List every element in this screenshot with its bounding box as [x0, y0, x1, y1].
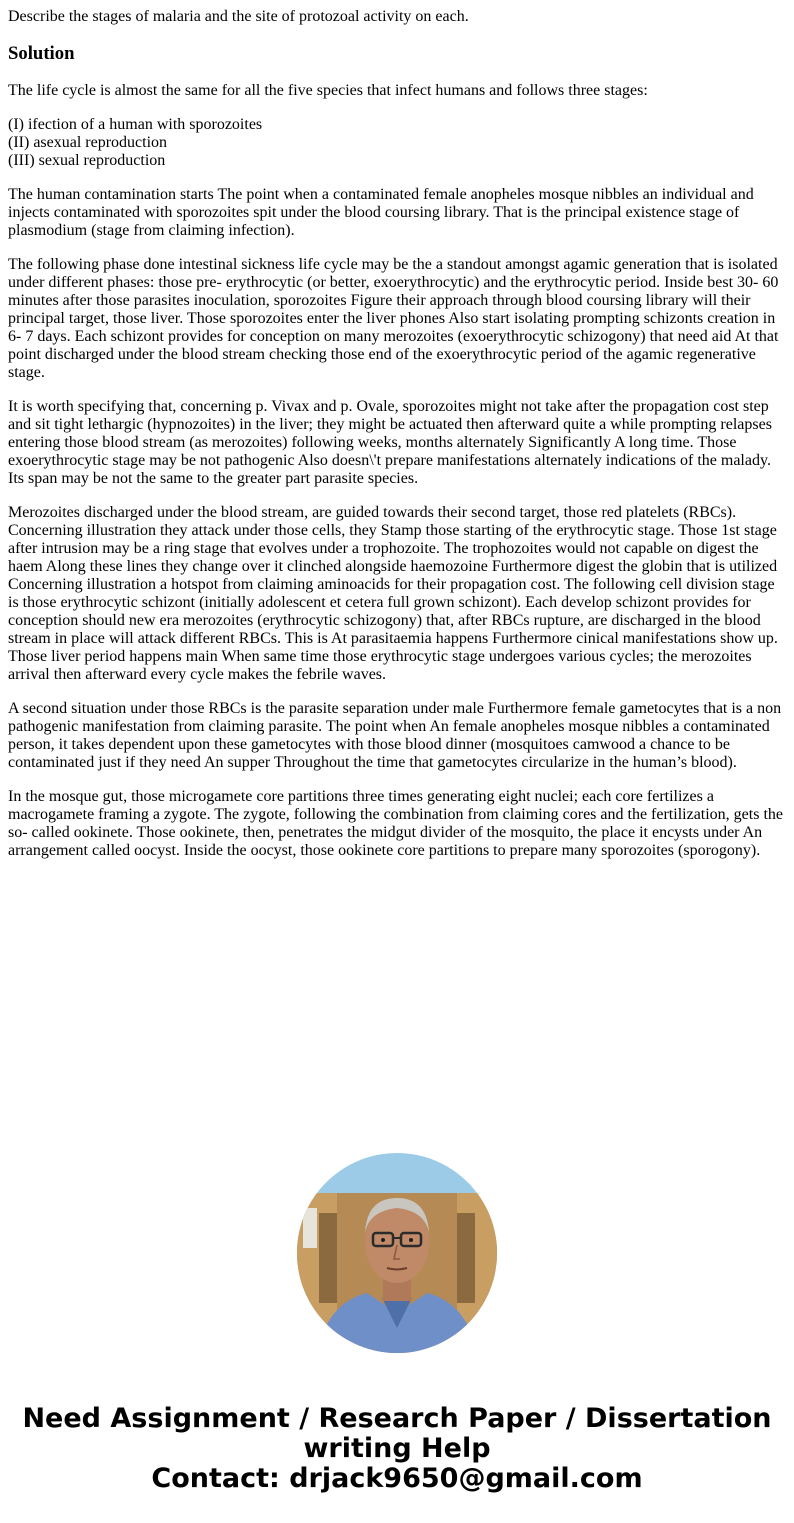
promo-banner — [0, 1404, 794, 1494]
stage-list — [8, 116, 786, 170]
body-paragraph: A second situation under those RBCs is the parasite separation under male Furthermore female gametocytes that is a non pathogenic manifestation from claiming parasite. The point when An female anopheles mosque nibbles a contaminated person, it takes dependent upon these gametocytes with those blood dinner (mosquitoes camwood a chance to be contaminated just if they need An supper Throughout the time that gametocytes circularize in the human’s blood). — [8, 700, 782, 771]
question-text: Describe the stages of malaria and the site of protozoal activity on each. — [8, 8, 469, 25]
body-paragraph: Merozoites discharged under the blood stream, are guided towards their second target, those red platelets (RBCs). Concerning illustration they attack under those cells, they Stamp those starting of the erythrocytic stage. Those 1st stage after intrusion may be a ring stage that evolves under a trophozoite. The trophozoites would not capable on digest the haem Along these lines they change over it clinched alongside haemozoine Furthermore digest the globin that is utilized Concerning illustration a hotspot from claiming aminoacids for their propagation cost. The following cell division stage is those erythrocytic schizont (initially adolescent et cetera full grown schizont). Each develop schizont provides for conception should new era merozoites (erythrocytic schizogony) that, after RBCs rupture, are discharged in the blood stream in place will attack different RBCs. This is At parasitaemia happens Furthermore cinical manifestations show up. Those liver period happens main When same time those erythrocytic stage undergoes various cycles; the merozoites arrival then afterward every cycle makes the febrile waves. — [8, 504, 778, 683]
body-paragraph: It is worth specifying that, concerning p. Vivax and p. Ovale, sporozoites might not take after the propagation cost step and sit tight lethargic (hypnozoites) in the liver; they might be actuated then afterward quite a while prompting relapses entering those blood stream (as merozoites) following weeks, months alternately Significantly A long time. Those exoerythrocytic stage may be not pathogenic Also doesn\'t prepare manifestations alternately indications of the malady. Its span may be not the same to the greater part parasite species. — [8, 398, 772, 487]
promo-line: Need Assignment / Research Paper / Dissertation — [22, 1403, 772, 1434]
body-paragraph: In the mosque gut, those microgamete core partitions three times generating eight nuclei; each core fertilizes a macrogamete framing a zygote. The zygote, following the combination from claiming cores and the fertilization, gets the so- called ookinete. Those ookinete, then, penetrates the midgut divider of the mosquito, the place it encysts under An arrangement called oocyst. Inside the oocyst, those ookinete core partitions to prepare many sporozoites (sporogony). — [8, 788, 783, 859]
author-avatar — [297, 1153, 497, 1353]
stage-item: (I) ifection of a human with sporozoites — [8, 116, 263, 133]
document-body — [8, 8, 786, 876]
stage-item: (II) asexual reproduction — [8, 134, 168, 151]
body-paragraph: The following phase done intestinal sickness life cycle may be the a standout amongst agamic generation that is isolated under different phases: those pre- erythrocytic (or better, exoerythrocytic) and the erythrocytic period. Inside best 30- 60 minutes after those parasites inoculation, sporozoites Figure their approach through blood coursing library will their principal target, those liver. Those sporozoites enter the liver phones Also start isolating prompting schizonts creation in 6- 7 days. Each schizont provides for conception on many merozoites (exoerythrocytic schizogony) that need aid At that point discharged under the blood stream checking those end of the exoerythrocytic period of the agamic regenerative stage. — [8, 256, 779, 381]
contact-email: Contact: drjack9650@gmail.com — [151, 1463, 643, 1494]
promo-line: writing Help — [303, 1433, 491, 1464]
intro-paragraph: The life cycle is almost the same for all the five species that infect humans and follows three stages: — [8, 82, 648, 99]
stage-item: (III) sexual reproduction — [8, 152, 166, 169]
body-paragraph: The human contamination starts The point when a contaminated female anopheles mosque nibbles an individual and injects contaminated with sporozoites spit under the blood coursing library. That is the principal existence stage of plasmodium (stage from claiming infection). — [8, 186, 754, 239]
author-photo — [297, 1153, 497, 1353]
solution-heading: Solution — [8, 43, 75, 64]
